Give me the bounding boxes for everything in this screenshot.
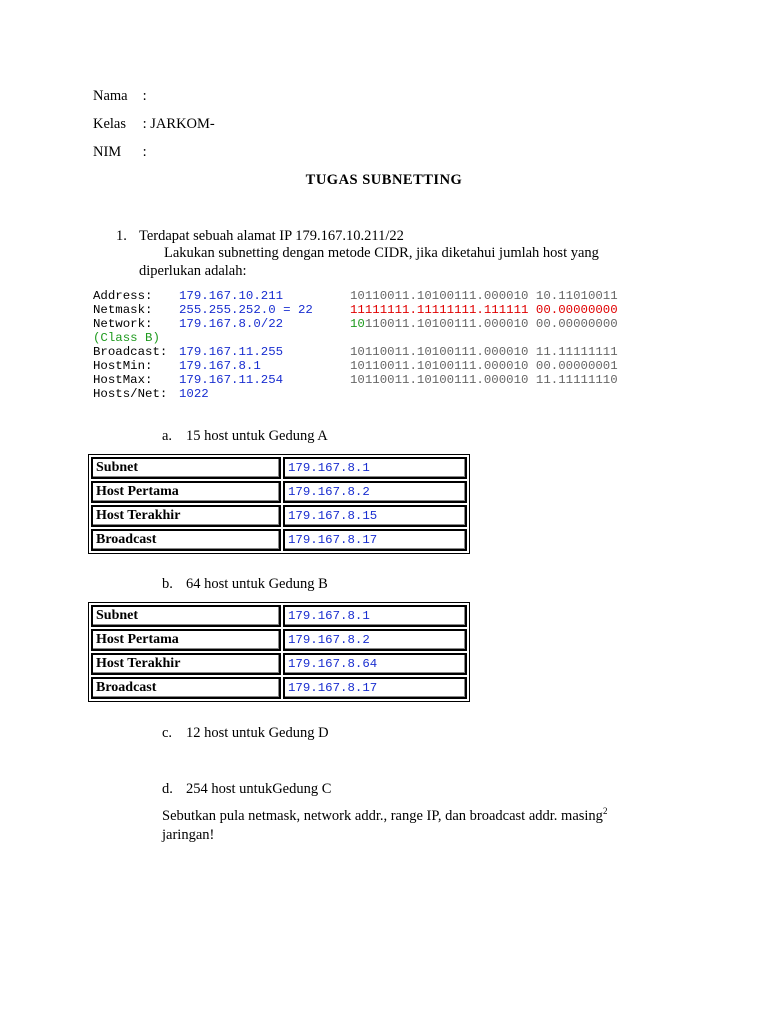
table-value: 179.167.8.2	[283, 481, 467, 503]
question-line-1: Terdapat sebuah alamat IP 179.167.10.211/22	[139, 228, 404, 244]
part-text: 15 host untuk Gedung A	[186, 428, 328, 444]
nama-label: Nama	[93, 88, 128, 104]
table-row	[91, 529, 467, 551]
subnet-table-a	[88, 454, 470, 554]
table-key: Broadcast	[91, 529, 281, 551]
page-title: TUGAS SUBNETTING	[305, 172, 463, 188]
calc-binary: 10110011.10100111.000010 10.11010011	[350, 289, 618, 303]
table-value: 179.167.8.2	[283, 629, 467, 651]
closing-superscript: 2	[602, 806, 608, 817]
nama-value: :	[142, 88, 147, 104]
nim-label: NIM	[93, 144, 122, 160]
question-line-2: Lakukan subnetting dengan metode CIDR, jika diketahui jumlah host yang	[164, 245, 599, 261]
table-value: 179.167.8.1	[283, 605, 467, 627]
calc-row-broadcast	[93, 345, 618, 359]
part-text: 254 host untukGedung C	[186, 781, 332, 797]
nim-value: :	[142, 144, 147, 160]
part-d	[162, 781, 331, 798]
closing-instruction-line-2: jaringan!	[162, 827, 215, 843]
nim-field	[93, 144, 147, 161]
calc-label: Hosts/Net:	[93, 387, 168, 401]
calc-value: 179.167.11.255	[179, 345, 284, 359]
calc-value: 1022	[179, 387, 209, 401]
table-row	[91, 653, 467, 675]
closing-instruction-line-1	[162, 808, 607, 825]
table-row	[91, 505, 467, 527]
calc-label: Network:	[93, 317, 153, 331]
calc-value: 179.167.10.211	[179, 289, 284, 303]
calc-binary: 10110011.10100111.000010 11.11111110	[350, 373, 618, 387]
calc-label: HostMin:	[93, 359, 153, 373]
calc-binary-prefix: 10	[350, 317, 365, 331]
calc-class: (Class B)	[93, 331, 160, 345]
kelas-value: : JARKOM-	[142, 116, 215, 132]
part-text: 64 host untuk Gedung B	[186, 576, 328, 592]
table-row	[91, 457, 467, 479]
calc-row-hostmin	[93, 359, 618, 373]
table-row	[91, 605, 467, 627]
calc-binary: 11111111.11111111.111111 00.00000000	[350, 303, 618, 317]
calc-value: 179.167.8.0/22	[179, 317, 284, 331]
table-value: 179.167.8.17	[283, 529, 467, 551]
calc-row-network	[93, 317, 618, 331]
part-letter: b.	[162, 576, 173, 592]
calc-row-hostmax	[93, 373, 618, 387]
table-value: 179.167.8.1	[283, 457, 467, 479]
table-value: 179.167.8.15	[283, 505, 467, 527]
table-key: Subnet	[91, 605, 281, 627]
kelas-label: Kelas	[93, 116, 127, 132]
part-c	[162, 725, 329, 742]
question-number: 1.	[116, 228, 127, 244]
table-row	[91, 481, 467, 503]
table-row	[91, 677, 467, 699]
ip-calc-output	[93, 289, 618, 401]
calc-label: HostMax:	[93, 373, 153, 387]
calc-value: 255.255.252.0 = 22	[179, 303, 313, 317]
calc-row-address	[93, 289, 618, 303]
question-line-3: diperlukan adalah:	[139, 263, 247, 279]
kelas-field	[93, 116, 215, 133]
part-letter: c.	[162, 725, 173, 741]
calc-binary: 110011.10100111.000010 00.00000000	[364, 317, 618, 331]
calc-value: 179.167.11.254	[179, 373, 284, 387]
table-key: Broadcast	[91, 677, 281, 699]
part-a	[162, 428, 328, 445]
closing-text: Sebutkan pula netmask, network addr., range IP, dan broadcast addr. masing	[162, 808, 603, 824]
table-value: 179.167.8.17	[283, 677, 467, 699]
calc-binary: 10110011.10100111.000010 11.11111111	[350, 345, 618, 359]
part-letter: d.	[162, 781, 173, 797]
table-row	[91, 629, 467, 651]
calc-row-netmask	[93, 303, 618, 317]
calc-label: Address:	[93, 289, 153, 303]
table-key: Host Terakhir	[91, 653, 281, 675]
table-key: Host Pertama	[91, 629, 281, 651]
part-text: 12 host untuk Gedung D	[186, 725, 329, 741]
table-key: Host Pertama	[91, 481, 281, 503]
calc-binary: 10110011.10100111.000010 00.00000001	[350, 359, 618, 373]
table-value: 179.167.8.64	[283, 653, 467, 675]
calc-label: Netmask:	[93, 303, 153, 317]
part-letter: a.	[162, 428, 173, 444]
table-key: Subnet	[91, 457, 281, 479]
subnet-table-b	[88, 602, 470, 702]
nama-field	[93, 88, 147, 105]
calc-label: Broadcast:	[93, 345, 168, 359]
calc-value: 179.167.8.1	[179, 359, 261, 373]
table-key: Host Terakhir	[91, 505, 281, 527]
calc-row-hosts	[93, 387, 618, 401]
calc-row-class	[93, 331, 618, 345]
part-b	[162, 576, 328, 593]
